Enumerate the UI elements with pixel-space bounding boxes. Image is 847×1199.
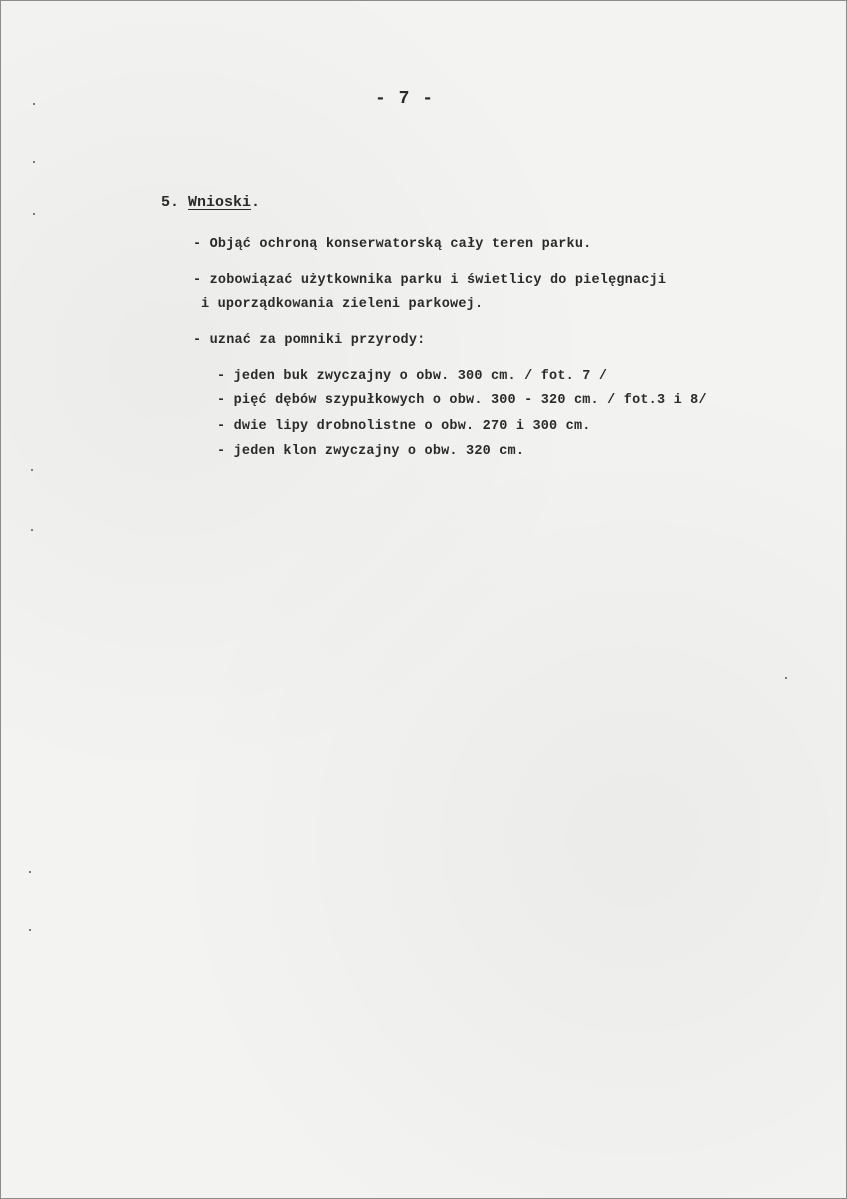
section-heading: Wnioski [188, 194, 252, 211]
list-item-maple: - jeden klon zwyczajny o obw. 320 cm. [217, 444, 525, 459]
text-line-protect-park: - Objąć ochroną konserwatorską cały teren parku. [193, 237, 592, 252]
margin-mark [33, 161, 35, 163]
page-number: - 7 - [375, 89, 435, 109]
text-line-tidy-greenery: i uporządkowania zieleni parkowej. [201, 297, 484, 312]
margin-mark [31, 469, 33, 471]
list-item-beech: - jeden buk zwyczajny o obw. 300 cm. / fot. 7 / [217, 369, 608, 384]
list-item-lindens: - dwie lipy drobnolistne o obw. 270 i 300 cm. [217, 419, 591, 434]
margin-mark [33, 213, 35, 215]
margin-mark [29, 871, 31, 873]
margin-mark [33, 103, 35, 105]
margin-mark [31, 529, 33, 531]
section-title [161, 194, 260, 211]
section-heading-suffix: . [251, 194, 261, 211]
margin-mark [785, 677, 787, 679]
section-number: 5. [161, 194, 180, 211]
text-line-natural-monuments: - uznać za pomniki przyrody: [193, 333, 426, 348]
list-item-oaks: - pięć dębów szypułkowych o obw. 300 - 320 cm. / fot.3 i 8/ [217, 393, 707, 408]
text-line-oblige-user: - zobowiązać użytkownika parku i świetlicy do pielęgnacji [193, 273, 667, 288]
margin-mark [29, 929, 31, 931]
